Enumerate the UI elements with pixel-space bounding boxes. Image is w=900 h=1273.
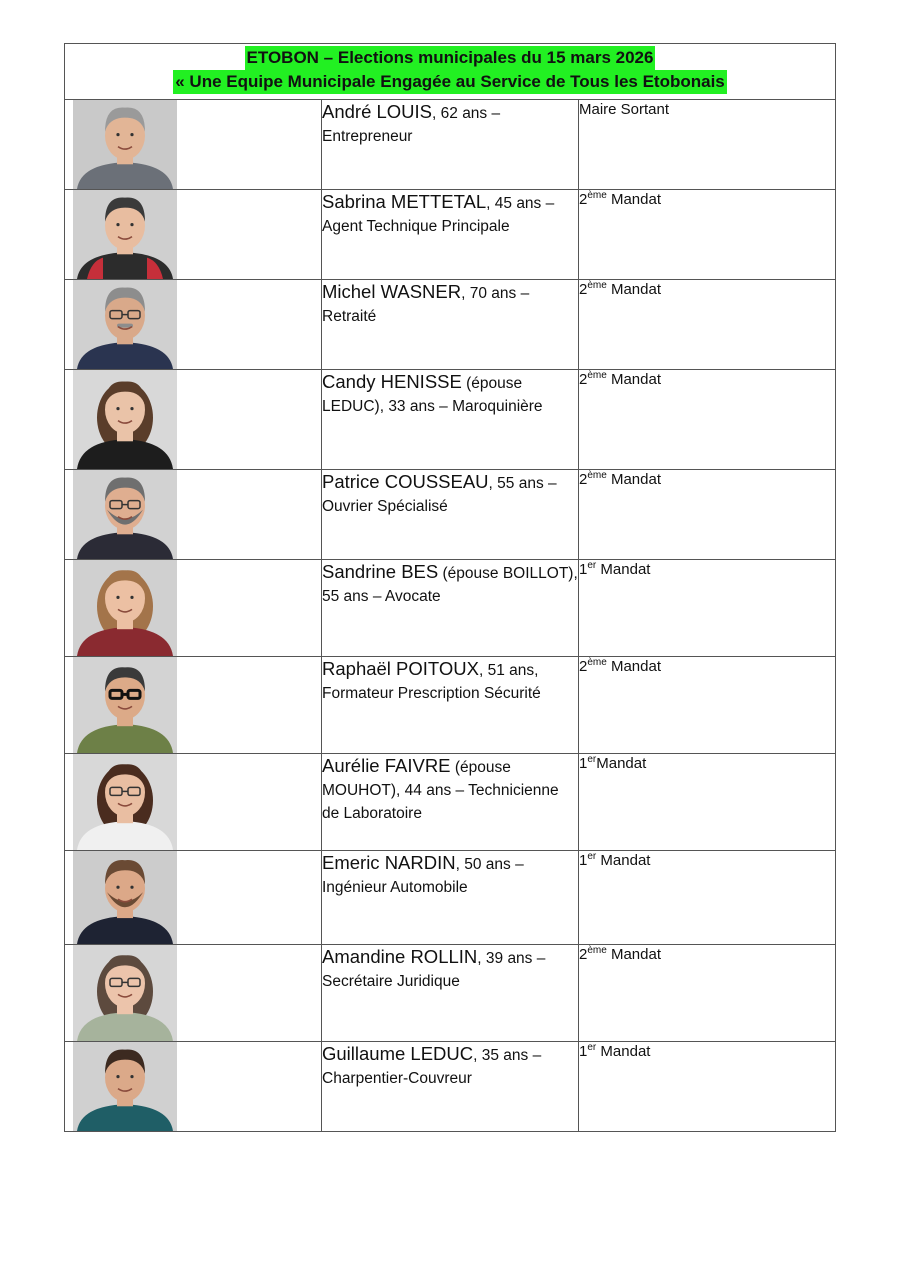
mandate-number: 1 — [579, 755, 588, 772]
candidate-details: , 35 ans – Charpentier-Couvreur — [322, 1047, 542, 1087]
candidate-name: Guillaume LEDUC — [322, 1043, 474, 1064]
candidate-info-cell — [322, 280, 579, 370]
mandate-ordinal: ème — [587, 470, 607, 481]
candidate-photo — [73, 470, 177, 559]
candidate-details: , 39 ans – Secrétaire Juridique — [322, 950, 546, 990]
photo-cell — [65, 190, 322, 280]
table-row — [65, 470, 836, 560]
candidate-name: Michel WASNER — [322, 281, 462, 302]
candidate-name: André LOUIS — [322, 101, 433, 122]
candidate-photo — [73, 370, 177, 469]
mandate-label: Mandat — [596, 755, 647, 772]
mandate-label: Mandat — [606, 946, 661, 963]
photo-cell — [65, 1042, 322, 1132]
mandate-cell — [579, 190, 836, 280]
mandate-label: Mandat — [606, 658, 661, 675]
photo-cell — [65, 945, 322, 1042]
candidate-name: Aurélie FAIVRE — [322, 755, 451, 776]
mandate-number: 2 — [579, 471, 588, 488]
mandate-number: 2 — [579, 281, 588, 298]
mandate-ordinal: ème — [587, 945, 607, 956]
mandate-ordinal: ème — [587, 280, 607, 291]
candidate-photo — [73, 1042, 177, 1131]
mandate-label: Mandat — [606, 471, 661, 488]
header-cell — [65, 44, 836, 100]
mandate-number: 2 — [579, 191, 588, 208]
candidate-details: , 45 ans – Agent Technique Principale — [322, 195, 555, 235]
mandate-ordinal: ème — [587, 657, 607, 668]
mandate-ordinal: er — [587, 851, 597, 862]
candidate-list-table — [64, 43, 836, 1132]
table-row — [65, 560, 836, 657]
candidate-photo — [73, 851, 177, 944]
table-row — [65, 370, 836, 470]
mandate-ordinal: er — [587, 754, 597, 765]
table-row — [65, 945, 836, 1042]
mandate-cell — [579, 470, 836, 560]
photo-cell — [65, 657, 322, 754]
candidate-name: Sandrine BES — [322, 561, 439, 582]
mandate-cell — [579, 560, 836, 657]
mandate-label: Mandat — [606, 281, 661, 298]
table-row — [65, 190, 836, 280]
candidate-info-cell — [322, 754, 579, 851]
mandate-label: Mandat — [596, 561, 651, 578]
candidate-name: Patrice COUSSEAU — [322, 471, 489, 492]
candidate-info-cell — [322, 370, 579, 470]
table-row — [65, 657, 836, 754]
photo-cell — [65, 470, 322, 560]
candidate-info-cell — [322, 470, 579, 560]
candidate-details: , 50 ans – Ingénieur Automobile — [322, 856, 524, 896]
mandate-ordinal: ème — [587, 190, 607, 201]
mandate-cell — [579, 1042, 836, 1132]
election-title: ETOBON – Elections municipales du 15 mars 2026 — [245, 46, 656, 70]
mandate-ordinal: ème — [587, 370, 607, 381]
candidate-info-cell — [322, 560, 579, 657]
candidate-details: , 55 ans – Ouvrier Spécialisé — [322, 475, 557, 515]
table-row — [65, 851, 836, 945]
mandate-cell — [579, 657, 836, 754]
mandate-cell — [579, 945, 836, 1042]
candidate-photo — [73, 100, 177, 189]
photo-cell — [65, 851, 322, 945]
candidate-photo — [73, 560, 177, 656]
mandate-number: 2 — [579, 658, 588, 675]
candidate-info-cell — [322, 100, 579, 190]
mandate-cell — [579, 851, 836, 945]
photo-cell — [65, 370, 322, 470]
candidate-info-cell — [322, 945, 579, 1042]
mandate-number: 1 — [579, 1043, 588, 1060]
candidate-info-cell — [322, 851, 579, 945]
candidate-photo — [73, 190, 177, 279]
candidate-photo — [73, 945, 177, 1041]
mandate-cell — [579, 100, 836, 190]
mandate-ordinal: er — [587, 1042, 597, 1053]
mandate-label: Mandat — [606, 371, 661, 388]
candidate-details: (épouse BOILLOT), 55 ans – Avocate — [322, 565, 578, 605]
team-slogan: « Une Equipe Municipale Engagée au Service de Tous les Etobonais — [173, 70, 727, 94]
candidate-details: (épouse MOUHOT), 44 ans – Technicienne de Laboratoire — [322, 759, 559, 822]
mandate-cell — [579, 280, 836, 370]
mandate-number: 2 — [579, 946, 588, 963]
mandate-label: Mandat — [596, 1043, 651, 1060]
mandate-cell — [579, 754, 836, 851]
table-row — [65, 280, 836, 370]
mandate-number: 1 — [579, 561, 588, 578]
table-row — [65, 754, 836, 851]
photo-cell — [65, 754, 322, 851]
table-row — [65, 1042, 836, 1132]
candidate-details: , 51 ans, Formateur Prescription Sécurité — [322, 662, 541, 702]
candidate-info-cell — [322, 657, 579, 754]
candidate-name: Candy HENISSE — [322, 371, 462, 392]
header-row — [65, 44, 836, 100]
candidate-details: , 70 ans – Retraité — [322, 285, 530, 325]
mandate-cell — [579, 370, 836, 470]
mandate-number: 1 — [579, 852, 588, 869]
table-row — [65, 100, 836, 190]
candidate-info-cell — [322, 1042, 579, 1132]
candidate-photo — [73, 657, 177, 753]
mandate-number: Maire Sortant — [579, 101, 670, 118]
photo-cell — [65, 560, 322, 657]
mandate-label: Mandat — [606, 191, 661, 208]
candidate-photo — [73, 280, 177, 369]
candidate-name: Raphaël POITOUX — [322, 658, 479, 679]
candidate-name: Emeric NARDIN — [322, 852, 456, 873]
mandate-label: Mandat — [596, 852, 651, 869]
candidate-name: Sabrina METTETAL — [322, 191, 487, 212]
candidate-details: (épouse LEDUC), 33 ans – Maroquinière — [322, 375, 543, 415]
candidate-photo — [73, 754, 177, 850]
mandate-ordinal: er — [587, 560, 597, 571]
candidate-details: , 62 ans – Entrepreneur — [322, 105, 501, 145]
mandate-number: 2 — [579, 371, 588, 388]
candidate-name: Amandine ROLLIN — [322, 946, 478, 967]
photo-cell — [65, 100, 322, 190]
photo-cell — [65, 280, 322, 370]
candidate-info-cell — [322, 190, 579, 280]
